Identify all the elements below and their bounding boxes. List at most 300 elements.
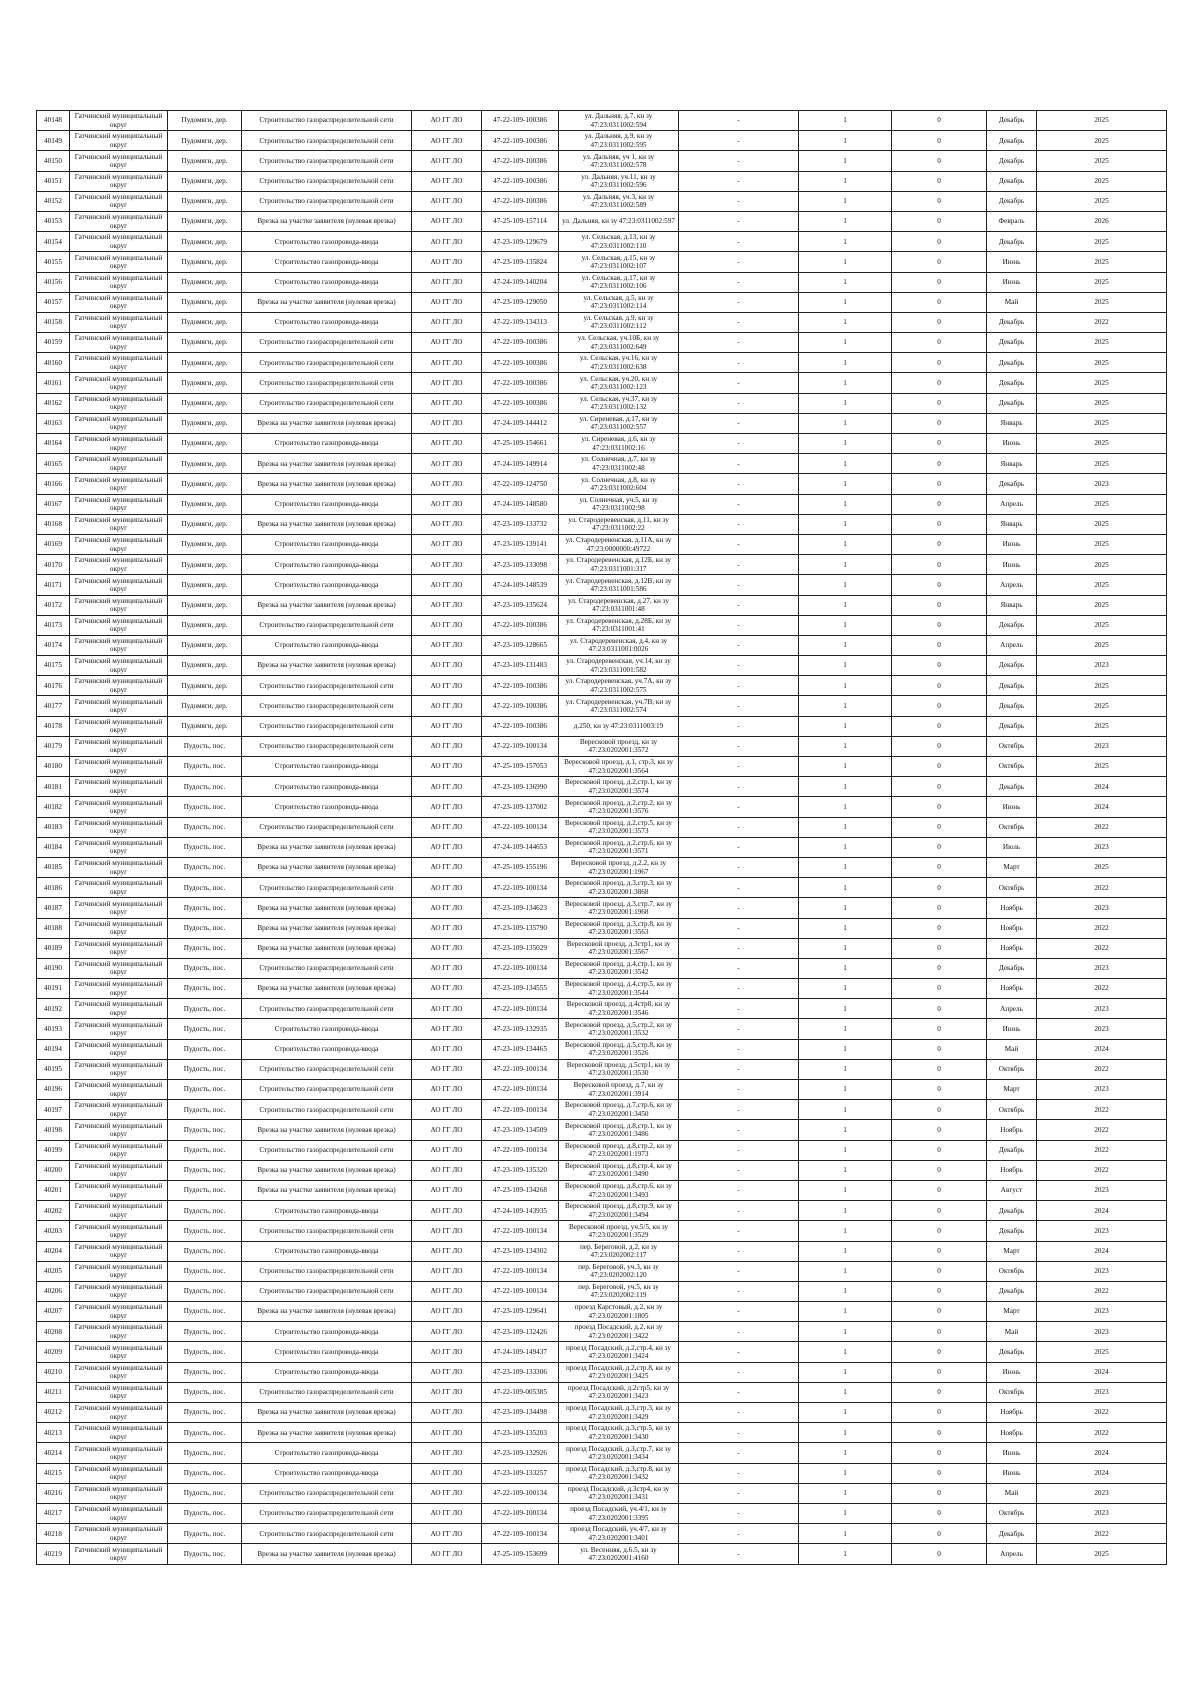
cell-district: Гатчинский муниципальный округ bbox=[70, 312, 168, 332]
cell-address: ул. Стародеревенская, уч.7В, кн зу 47:23:0311002:574 bbox=[559, 696, 679, 716]
cell-id: 40175 bbox=[37, 656, 70, 676]
cell-code: 47-23-109-132926 bbox=[482, 1443, 559, 1463]
cell-year: 2025 bbox=[1037, 454, 1167, 474]
cell-month: Февраль bbox=[987, 211, 1037, 231]
cell-district: Гатчинский муниципальный округ bbox=[70, 1140, 168, 1160]
cell-settlement: Пудость, пос. bbox=[168, 1302, 242, 1322]
cell-month: Март bbox=[987, 1241, 1037, 1261]
cell-address: проезд Посадский, д.3,стр.8, кн зу 47:23:0202001:3432 bbox=[559, 1463, 679, 1483]
cell-dash: - bbox=[679, 1524, 799, 1544]
cell-zero: 0 bbox=[892, 878, 987, 898]
cell-address: ул. Дальняя, уч.3, кн зу 47:23:0311002:589 bbox=[559, 191, 679, 211]
cell-address: Вересковой проезд, д.2,стр.5, кн зу 47:23:0202001:3573 bbox=[559, 817, 679, 837]
cell-id: 40176 bbox=[37, 676, 70, 696]
cell-org: АО ГГ ЛО bbox=[412, 898, 482, 918]
cell-code: 47-23-109-134509 bbox=[482, 1120, 559, 1140]
cell-address: Вересковой проезд, кн зу 47:23:0202001:3572 bbox=[559, 736, 679, 756]
cell-id: 40178 bbox=[37, 716, 70, 736]
cell-one: 1 bbox=[799, 736, 892, 756]
cell-id: 40179 bbox=[37, 736, 70, 756]
cell-id: 40218 bbox=[37, 1524, 70, 1544]
cell-zero: 0 bbox=[892, 716, 987, 736]
cell-dash: - bbox=[679, 1140, 799, 1160]
cell-work: Врезка на участке заявителя (нулевая врезка) bbox=[242, 938, 412, 958]
cell-dash: - bbox=[679, 413, 799, 433]
cell-dash: - bbox=[679, 454, 799, 474]
cell-district: Гатчинский муниципальный округ bbox=[70, 1322, 168, 1342]
cell-settlement: Пудость, пос. bbox=[168, 1443, 242, 1463]
cell-dash: - bbox=[679, 1483, 799, 1503]
cell-id: 40177 bbox=[37, 696, 70, 716]
cell-month: Декабрь bbox=[987, 676, 1037, 696]
cell-org: АО ГГ ЛО bbox=[412, 1140, 482, 1160]
cell-zero: 0 bbox=[892, 252, 987, 272]
cell-code: 47-23-109-135320 bbox=[482, 1160, 559, 1180]
cell-id: 40168 bbox=[37, 514, 70, 534]
cell-one: 1 bbox=[799, 817, 892, 837]
cell-address: проезд Карстовый, д.2, кн зу 47:23:0202001:1805 bbox=[559, 1302, 679, 1322]
cell-settlement: Пудость, пос. bbox=[168, 1403, 242, 1423]
cell-id: 40215 bbox=[37, 1463, 70, 1483]
cell-one: 1 bbox=[799, 1322, 892, 1342]
cell-id: 40162 bbox=[37, 393, 70, 413]
cell-id: 40214 bbox=[37, 1443, 70, 1463]
cell-month: Октябрь bbox=[987, 1503, 1037, 1523]
cell-settlement: Пудость, пос. bbox=[168, 1382, 242, 1402]
cell-address: ул. Дальняя, уч 1, кн зу 47:23:0311002:578 bbox=[559, 151, 679, 171]
cell-settlement: Пудость, пос. bbox=[168, 1322, 242, 1342]
cell-district: Гатчинский муниципальный округ bbox=[70, 1160, 168, 1180]
cell-id: 40150 bbox=[37, 151, 70, 171]
cell-district: Гатчинский муниципальный округ bbox=[70, 272, 168, 292]
cell-zero: 0 bbox=[892, 1403, 987, 1423]
cell-zero: 0 bbox=[892, 615, 987, 635]
cell-dash: - bbox=[679, 635, 799, 655]
cell-address: ул. Солнечная, уч.5, кн зу 47:23:0311002:98 bbox=[559, 494, 679, 514]
cell-code: 47-22-109-100134 bbox=[482, 1261, 559, 1281]
cell-month: Декабрь bbox=[987, 615, 1037, 635]
cell-settlement: Пудость, пос. bbox=[168, 757, 242, 777]
cell-work: Врезка на участке заявителя (нулевая врезка) bbox=[242, 857, 412, 877]
cell-one: 1 bbox=[799, 534, 892, 554]
cell-dash: - bbox=[679, 1362, 799, 1382]
cell-year: 2023 bbox=[1037, 474, 1167, 494]
cell-code: 47-22-109-100386 bbox=[482, 393, 559, 413]
cell-month: Декабрь bbox=[987, 1140, 1037, 1160]
cell-org: АО ГГ ЛО bbox=[412, 171, 482, 191]
cell-code: 47-22-109-100386 bbox=[482, 716, 559, 736]
cell-district: Гатчинский муниципальный округ bbox=[70, 1201, 168, 1221]
table-row bbox=[37, 656, 1167, 676]
cell-year: 2025 bbox=[1037, 635, 1167, 655]
cell-zero: 0 bbox=[892, 191, 987, 211]
cell-work: Врезка на участке заявителя (нулевая врезка) bbox=[242, 1403, 412, 1423]
cell-address: проезд Посадский, д.2,стр.8, кн зу 47:23:0202001:3425 bbox=[559, 1362, 679, 1382]
cell-dash: - bbox=[679, 696, 799, 716]
cell-one: 1 bbox=[799, 131, 892, 151]
cell-district: Гатчинский муниципальный округ bbox=[70, 333, 168, 353]
cell-id: 40156 bbox=[37, 272, 70, 292]
cell-org: АО ГГ ЛО bbox=[412, 393, 482, 413]
cell-month: Декабрь bbox=[987, 716, 1037, 736]
cell-id: 40197 bbox=[37, 1100, 70, 1120]
cell-dash: - bbox=[679, 1201, 799, 1221]
table-row bbox=[37, 1382, 1167, 1402]
cell-settlement: Пудомяги, дер. bbox=[168, 474, 242, 494]
cell-code: 47-24-109-144653 bbox=[482, 837, 559, 857]
cell-district: Гатчинский муниципальный округ bbox=[70, 1382, 168, 1402]
cell-year: 2022 bbox=[1037, 1281, 1167, 1301]
cell-district: Гатчинский муниципальный округ bbox=[70, 191, 168, 211]
cell-org: АО ГГ ЛО bbox=[412, 958, 482, 978]
cell-one: 1 bbox=[799, 696, 892, 716]
table-row bbox=[37, 292, 1167, 312]
cell-month: Декабрь bbox=[987, 1221, 1037, 1241]
cell-zero: 0 bbox=[892, 979, 987, 999]
cell-year: 2025 bbox=[1037, 514, 1167, 534]
cell-org: АО ГГ ЛО bbox=[412, 1241, 482, 1261]
cell-year: 2025 bbox=[1037, 333, 1167, 353]
cell-district: Гатчинский муниципальный округ bbox=[70, 1342, 168, 1362]
table-row bbox=[37, 1019, 1167, 1039]
cell-id: 40192 bbox=[37, 999, 70, 1019]
cell-org: АО ГГ ЛО bbox=[412, 353, 482, 373]
cell-dash: - bbox=[679, 1059, 799, 1079]
cell-id: 40206 bbox=[37, 1281, 70, 1301]
cell-settlement: Пудость, пос. bbox=[168, 1160, 242, 1180]
cell-district: Гатчинский муниципальный округ bbox=[70, 797, 168, 817]
cell-one: 1 bbox=[799, 878, 892, 898]
cell-id: 40164 bbox=[37, 434, 70, 454]
cell-one: 1 bbox=[799, 938, 892, 958]
cell-work: Строительство газораспределительной сети bbox=[242, 151, 412, 171]
cell-settlement: Пудость, пос. bbox=[168, 1201, 242, 1221]
table-row bbox=[37, 534, 1167, 554]
cell-id: 40166 bbox=[37, 474, 70, 494]
cell-work: Строительство газопровода-ввода bbox=[242, 1241, 412, 1261]
table-row bbox=[37, 757, 1167, 777]
cell-code: 47-23-109-128665 bbox=[482, 635, 559, 655]
cell-zero: 0 bbox=[892, 1180, 987, 1200]
cell-zero: 0 bbox=[892, 434, 987, 454]
cell-org: АО ГГ ЛО bbox=[412, 656, 482, 676]
cell-settlement: Пудость, пос. bbox=[168, 999, 242, 1019]
cell-work: Врезка на участке заявителя (нулевая врезка) bbox=[242, 413, 412, 433]
cell-id: 40202 bbox=[37, 1201, 70, 1221]
table-row bbox=[37, 131, 1167, 151]
cell-one: 1 bbox=[799, 1403, 892, 1423]
cell-district: Гатчинский муниципальный округ bbox=[70, 151, 168, 171]
cell-zero: 0 bbox=[892, 1039, 987, 1059]
cell-month: Декабрь bbox=[987, 111, 1037, 131]
table-row bbox=[37, 1362, 1167, 1382]
cell-zero: 0 bbox=[892, 1281, 987, 1301]
cell-zero: 0 bbox=[892, 757, 987, 777]
cell-id: 40151 bbox=[37, 171, 70, 191]
table-row bbox=[37, 434, 1167, 454]
cell-id: 40155 bbox=[37, 252, 70, 272]
cell-year: 2023 bbox=[1037, 1483, 1167, 1503]
cell-one: 1 bbox=[799, 958, 892, 978]
cell-settlement: Пудомяги, дер. bbox=[168, 232, 242, 252]
cell-dash: - bbox=[679, 857, 799, 877]
cell-district: Гатчинский муниципальный округ bbox=[70, 595, 168, 615]
cell-code: 47-23-109-129679 bbox=[482, 232, 559, 252]
cell-one: 1 bbox=[799, 1120, 892, 1140]
cell-work: Строительство газопровода-ввода bbox=[242, 434, 412, 454]
cell-code: 47-24-109-144412 bbox=[482, 413, 559, 433]
cell-org: АО ГГ ЛО bbox=[412, 757, 482, 777]
cell-settlement: Пудомяги, дер. bbox=[168, 333, 242, 353]
cell-address: ул. Сельская, д.15, кн зу 47:23:0311002:107 bbox=[559, 252, 679, 272]
cell-one: 1 bbox=[799, 797, 892, 817]
cell-id: 40199 bbox=[37, 1140, 70, 1160]
cell-org: АО ГГ ЛО bbox=[412, 1019, 482, 1039]
cell-zero: 0 bbox=[892, 454, 987, 474]
table-row bbox=[37, 211, 1167, 231]
table-row bbox=[37, 898, 1167, 918]
cell-year: 2023 bbox=[1037, 1382, 1167, 1402]
cell-settlement: Пудость, пос. bbox=[168, 817, 242, 837]
cell-month: Декабрь bbox=[987, 696, 1037, 716]
table-row bbox=[37, 171, 1167, 191]
cell-address: ул. Сельская, уч.16, кн зу 47:23:0311002:638 bbox=[559, 353, 679, 373]
cell-settlement: Пудомяги, дер. bbox=[168, 353, 242, 373]
cell-org: АО ГГ ЛО bbox=[412, 1463, 482, 1483]
cell-year: 2025 bbox=[1037, 857, 1167, 877]
cell-settlement: Пудомяги, дер. bbox=[168, 111, 242, 131]
cell-dash: - bbox=[679, 898, 799, 918]
cell-settlement: Пудомяги, дер. bbox=[168, 434, 242, 454]
cell-zero: 0 bbox=[892, 1342, 987, 1362]
cell-zero: 0 bbox=[892, 373, 987, 393]
cell-year: 2022 bbox=[1037, 1140, 1167, 1160]
cell-work: Строительство газопровода-ввода bbox=[242, 1201, 412, 1221]
table-row bbox=[37, 958, 1167, 978]
cell-dash: - bbox=[679, 131, 799, 151]
cell-year: 2023 bbox=[1037, 1302, 1167, 1322]
cell-settlement: Пудость, пос. bbox=[168, 736, 242, 756]
cell-zero: 0 bbox=[892, 151, 987, 171]
table-row bbox=[37, 353, 1167, 373]
cell-zero: 0 bbox=[892, 1019, 987, 1039]
table-row bbox=[37, 1342, 1167, 1362]
cell-one: 1 bbox=[799, 373, 892, 393]
cell-org: АО ГГ ЛО bbox=[412, 1342, 482, 1362]
cell-month: Октябрь bbox=[987, 1261, 1037, 1281]
cell-month: Декабрь bbox=[987, 312, 1037, 332]
cell-settlement: Пудомяги, дер. bbox=[168, 494, 242, 514]
cell-code: 47-22-109-100386 bbox=[482, 696, 559, 716]
cell-settlement: Пудомяги, дер. bbox=[168, 252, 242, 272]
cell-code: 47-22-109-100386 bbox=[482, 333, 559, 353]
cell-year: 2022 bbox=[1037, 1160, 1167, 1180]
cell-one: 1 bbox=[799, 1362, 892, 1382]
cell-work: Строительство газопровода-ввода bbox=[242, 757, 412, 777]
cell-one: 1 bbox=[799, 1423, 892, 1443]
cell-one: 1 bbox=[799, 777, 892, 797]
cell-district: Гатчинский муниципальный округ bbox=[70, 938, 168, 958]
cell-month: Декабрь bbox=[987, 958, 1037, 978]
cell-dash: - bbox=[679, 777, 799, 797]
cell-month: Ноябрь bbox=[987, 1120, 1037, 1140]
cell-id: 40216 bbox=[37, 1483, 70, 1503]
table-row bbox=[37, 514, 1167, 534]
cell-work: Строительство газораспределительной сети bbox=[242, 1524, 412, 1544]
cell-settlement: Пудость, пос. bbox=[168, 918, 242, 938]
cell-settlement: Пудомяги, дер. bbox=[168, 716, 242, 736]
cell-address: проезд Посадский, д.3,стр.3, кн зу 47:23:0202001:3429 bbox=[559, 1403, 679, 1423]
cell-year: 2025 bbox=[1037, 151, 1167, 171]
cell-code: 47-22-109-100386 bbox=[482, 676, 559, 696]
cell-org: АО ГГ ЛО bbox=[412, 1503, 482, 1523]
table-row bbox=[37, 1201, 1167, 1221]
cell-one: 1 bbox=[799, 1544, 892, 1564]
cell-address: ул. Сельская, д.17, кн зу 47:23:0311002:106 bbox=[559, 272, 679, 292]
cell-dash: - bbox=[679, 333, 799, 353]
cell-org: АО ГГ ЛО bbox=[412, 837, 482, 857]
table-row bbox=[37, 1524, 1167, 1544]
cell-code: 47-23-109-133732 bbox=[482, 514, 559, 534]
cell-dash: - bbox=[679, 393, 799, 413]
table-row bbox=[37, 474, 1167, 494]
cell-org: АО ГГ ЛО bbox=[412, 575, 482, 595]
cell-district: Гатчинский муниципальный округ bbox=[70, 1221, 168, 1241]
cell-one: 1 bbox=[799, 191, 892, 211]
cell-zero: 0 bbox=[892, 1160, 987, 1180]
cell-settlement: Пудомяги, дер. bbox=[168, 272, 242, 292]
cell-year: 2022 bbox=[1037, 1423, 1167, 1443]
table-row bbox=[37, 635, 1167, 655]
cell-work: Врезка на участке заявителя (нулевая врезка) bbox=[242, 1180, 412, 1200]
cell-address: проезд Посадский, уч.4/7, кн зу 47:23:0202001:3401 bbox=[559, 1524, 679, 1544]
cell-dash: - bbox=[679, 111, 799, 131]
cell-settlement: Пудомяги, дер. bbox=[168, 393, 242, 413]
cell-zero: 0 bbox=[892, 1059, 987, 1079]
cell-org: АО ГГ ЛО bbox=[412, 151, 482, 171]
table-row bbox=[37, 1483, 1167, 1503]
cell-work: Строительство газопровода-ввода bbox=[242, 1322, 412, 1342]
cell-dash: - bbox=[679, 1261, 799, 1281]
cell-month: Август bbox=[987, 1180, 1037, 1200]
cell-dash: - bbox=[679, 979, 799, 999]
cell-org: АО ГГ ЛО bbox=[412, 474, 482, 494]
cell-dash: - bbox=[679, 292, 799, 312]
cell-work: Строительство газораспределительной сети bbox=[242, 1080, 412, 1100]
table-row bbox=[37, 1180, 1167, 1200]
cell-id: 40212 bbox=[37, 1403, 70, 1423]
cell-org: АО ГГ ЛО bbox=[412, 111, 482, 131]
cell-org: АО ГГ ЛО bbox=[412, 878, 482, 898]
cell-district: Гатчинский муниципальный округ bbox=[70, 656, 168, 676]
cell-address: ул. Стародеревенская, уч.14, кн зу 47:23:0311001:582 bbox=[559, 656, 679, 676]
cell-district: Гатчинский муниципальный округ bbox=[70, 958, 168, 978]
cell-code: 47-23-109-133257 bbox=[482, 1463, 559, 1483]
cell-code: 47-22-109-100134 bbox=[482, 1483, 559, 1503]
cell-id: 40186 bbox=[37, 878, 70, 898]
cell-address: Вересковой проезд, д.2,стр.2, кн зу 47:23:0202001:3576 bbox=[559, 797, 679, 817]
cell-month: Июнь bbox=[987, 272, 1037, 292]
cell-org: АО ГГ ЛО bbox=[412, 1120, 482, 1140]
cell-address: Вересковой проезд, д.2.2, кн зу 47:23:0202001:1967 bbox=[559, 857, 679, 877]
cell-dash: - bbox=[679, 474, 799, 494]
cell-district: Гатчинский муниципальный округ bbox=[70, 1503, 168, 1523]
cell-address: Вересковой проезд, д.2,стр.1, кн зу 47:23:0202001:3574 bbox=[559, 777, 679, 797]
cell-year: 2025 bbox=[1037, 292, 1167, 312]
cell-work: Строительство газопровода-ввода bbox=[242, 312, 412, 332]
cell-work: Строительство газопровода-ввода bbox=[242, 555, 412, 575]
cell-address: проезд Посадский, д.3стр4, кн зу 47:23:0202001:3431 bbox=[559, 1483, 679, 1503]
cell-settlement: Пудость, пос. bbox=[168, 898, 242, 918]
table-row bbox=[37, 1423, 1167, 1443]
cell-settlement: Пудость, пос. bbox=[168, 1463, 242, 1483]
cell-month: Июнь bbox=[987, 1019, 1037, 1039]
cell-address: ул. Стародеревенская, д.11, кн зу 47:23:0311002:22 bbox=[559, 514, 679, 534]
cell-one: 1 bbox=[799, 918, 892, 938]
cell-one: 1 bbox=[799, 1261, 892, 1281]
table-row bbox=[37, 413, 1167, 433]
cell-code: 47-22-109-100134 bbox=[482, 1100, 559, 1120]
cell-settlement: Пудомяги, дер. bbox=[168, 656, 242, 676]
cell-settlement: Пудомяги, дер. bbox=[168, 413, 242, 433]
cell-work: Строительство газораспределительной сети bbox=[242, 817, 412, 837]
cell-district: Гатчинский муниципальный округ bbox=[70, 676, 168, 696]
cell-zero: 0 bbox=[892, 232, 987, 252]
cell-settlement: Пудость, пос. bbox=[168, 1080, 242, 1100]
cell-year: 2025 bbox=[1037, 555, 1167, 575]
cell-zero: 0 bbox=[892, 111, 987, 131]
cell-work: Строительство газораспределительной сети bbox=[242, 1503, 412, 1523]
cell-code: 47-23-109-131483 bbox=[482, 656, 559, 676]
cell-one: 1 bbox=[799, 979, 892, 999]
cell-address: Вересковой проезд, д.8,стр.9, кн зу 47:23:0202001:3494 bbox=[559, 1201, 679, 1221]
cell-work: Строительство газораспределительной сети bbox=[242, 696, 412, 716]
cell-year: 2025 bbox=[1037, 757, 1167, 777]
cell-settlement: Пудомяги, дер. bbox=[168, 615, 242, 635]
cell-zero: 0 bbox=[892, 1544, 987, 1564]
cell-settlement: Пудомяги, дер. bbox=[168, 373, 242, 393]
cell-district: Гатчинский муниципальный округ bbox=[70, 252, 168, 272]
cell-month: Ноябрь bbox=[987, 938, 1037, 958]
cell-district: Гатчинский муниципальный округ bbox=[70, 817, 168, 837]
cell-address: ул. Сельская, д.13, кн зу 47:23:0311002:110 bbox=[559, 232, 679, 252]
cell-year: 2023 bbox=[1037, 958, 1167, 978]
cell-zero: 0 bbox=[892, 656, 987, 676]
cell-district: Гатчинский муниципальный округ bbox=[70, 1403, 168, 1423]
cell-address: Вересковой проезд, д.7,стр.6, кн зу 47:23:0202001:3450 bbox=[559, 1100, 679, 1120]
cell-org: АО ГГ ЛО bbox=[412, 1160, 482, 1180]
cell-year: 2025 bbox=[1037, 434, 1167, 454]
cell-settlement: Пудость, пос. bbox=[168, 1221, 242, 1241]
cell-year: 2024 bbox=[1037, 1443, 1167, 1463]
cell-work: Врезка на участке заявителя (нулевая врезка) bbox=[242, 918, 412, 938]
cell-month: Июль bbox=[987, 837, 1037, 857]
cell-district: Гатчинский муниципальный округ bbox=[70, 1463, 168, 1483]
cell-id: 40209 bbox=[37, 1342, 70, 1362]
cell-org: АО ГГ ЛО bbox=[412, 373, 482, 393]
cell-one: 1 bbox=[799, 1019, 892, 1039]
cell-year: 2025 bbox=[1037, 716, 1167, 736]
table-row bbox=[37, 1080, 1167, 1100]
cell-year: 2025 bbox=[1037, 595, 1167, 615]
cell-org: АО ГГ ЛО bbox=[412, 857, 482, 877]
cell-one: 1 bbox=[799, 1221, 892, 1241]
cell-settlement: Пудость, пос. bbox=[168, 878, 242, 898]
cell-work: Врезка на участке заявителя (нулевая врезка) bbox=[242, 514, 412, 534]
cell-id: 40201 bbox=[37, 1180, 70, 1200]
cell-district: Гатчинский муниципальный округ bbox=[70, 292, 168, 312]
cell-id: 40188 bbox=[37, 918, 70, 938]
